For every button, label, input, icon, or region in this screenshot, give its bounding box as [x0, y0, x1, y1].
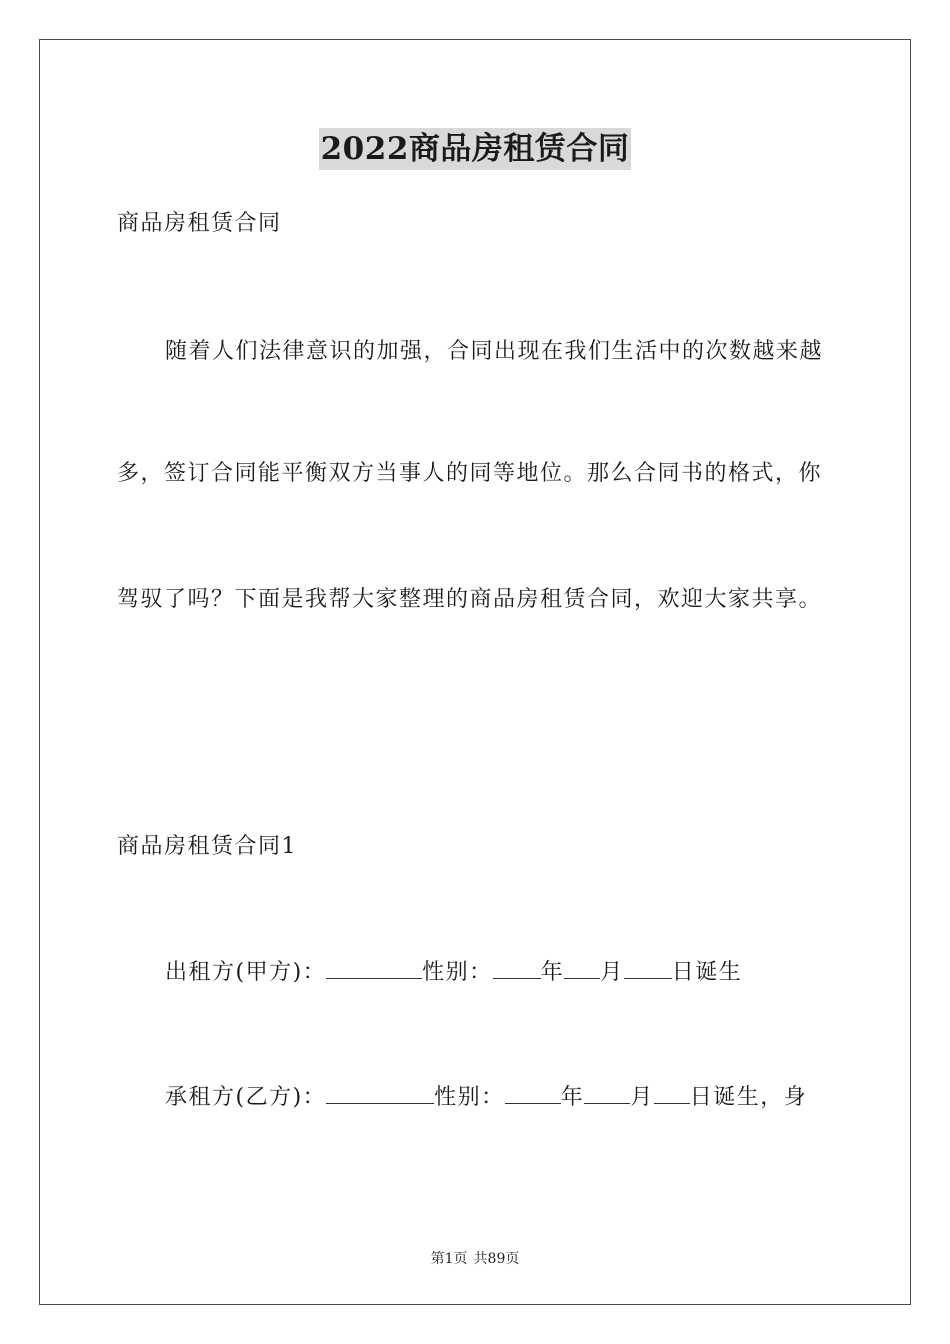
intro-line-2: 多，签订合同能平衡双方当事人的同等地位。那么合同书的格式，你 [117, 461, 823, 486]
lessor-year-blank[interactable] [493, 956, 541, 979]
page-total: 共89页 [473, 1251, 520, 1267]
lessee-label: 承租方(乙方)： [165, 1085, 327, 1110]
page-footer [0, 1248, 950, 1268]
lessee-name-blank[interactable] [326, 1081, 434, 1104]
title-container [0, 128, 950, 170]
lessee-day-blank[interactable] [654, 1081, 690, 1104]
lessor-line [165, 956, 742, 988]
subtitle: 商品房租赁合同 [117, 211, 282, 236]
lessor-year-label: 年 [540, 960, 565, 985]
lessor-name-blank[interactable] [326, 956, 422, 979]
intro-line-3: 驾驭了吗？下面是我帮大家整理的商品房租赁合同，欢迎大家共享。 [117, 587, 823, 612]
page-number: 第1页 [430, 1251, 468, 1267]
lessor-gender-label: 性别： [422, 960, 493, 985]
lessee-month-label: 月 [630, 1085, 654, 1110]
lessee-born-label: 日诞生，身 [689, 1085, 808, 1110]
lessor-born-label: 日诞生 [671, 960, 743, 985]
lessor-month-blank[interactable] [564, 956, 600, 979]
lessor-day-blank[interactable] [624, 956, 672, 979]
lessee-month-blank[interactable] [584, 1081, 630, 1104]
lessee-line [165, 1081, 807, 1113]
document-title: 2022商品房租赁合同 [319, 128, 632, 170]
intro-line-1: 随着人们法律意识的加强，合同出现在我们生活中的次数越来越 [165, 339, 824, 364]
lessee-year-blank[interactable] [505, 1081, 561, 1104]
section-heading: 商品房租赁合同1 [117, 834, 297, 859]
lessee-gender-label: 性别： [434, 1085, 505, 1110]
lessee-year-label: 年 [560, 1085, 585, 1110]
lessor-month-label: 月 [600, 960, 624, 985]
lessor-label: 出租方(甲方)： [165, 960, 327, 985]
